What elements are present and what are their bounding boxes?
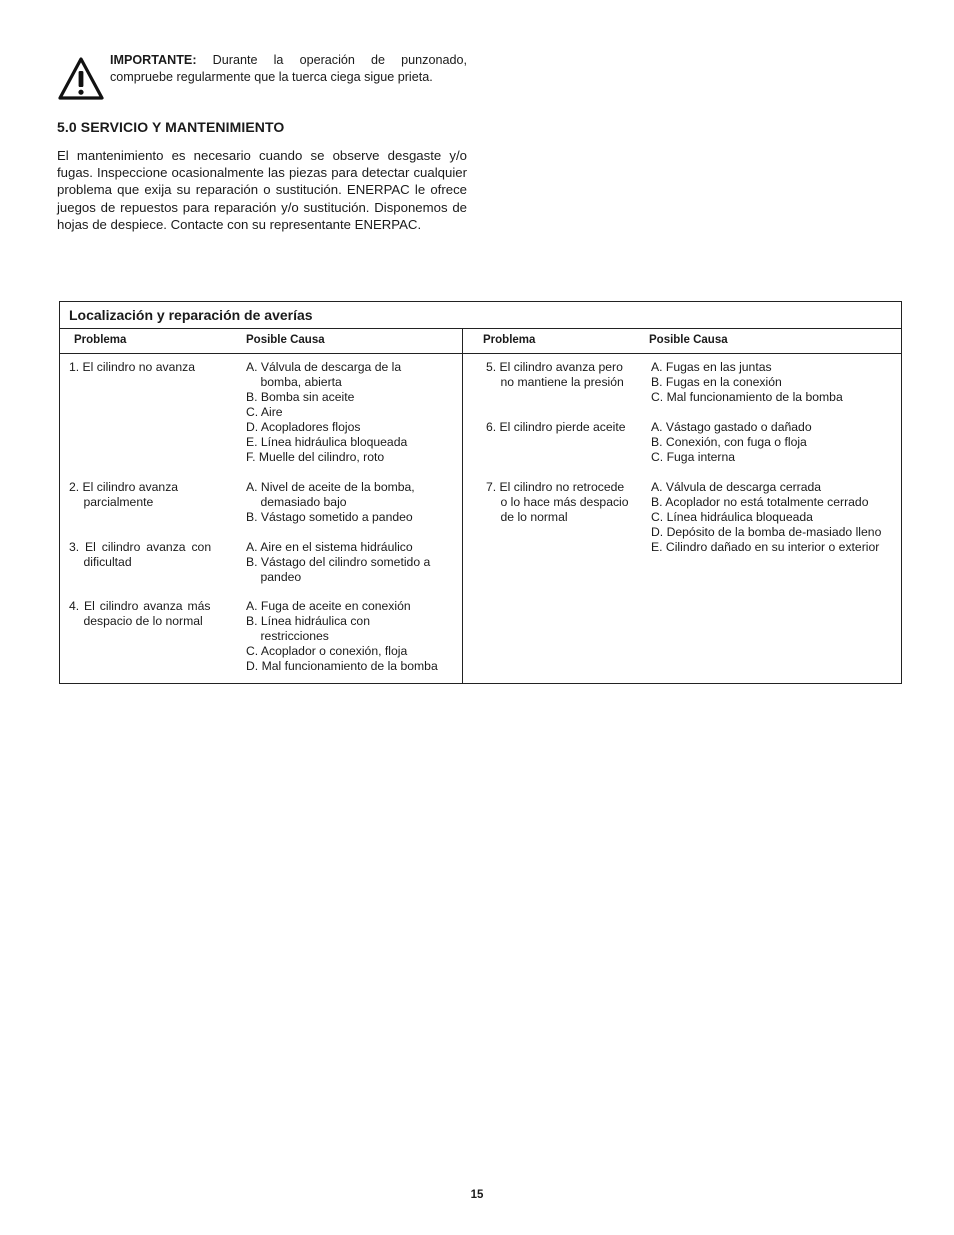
cause-line: D. Depósito de la bomba de-masiado lleno: [651, 525, 882, 539]
title-divider: [60, 328, 901, 329]
cause-line: B. Línea hidráulica con: [246, 614, 370, 628]
problem-7: [486, 480, 636, 525]
section-body-line-6: Contacte con su representante ENERPAC.: [170, 216, 422, 232]
header-cause-right: Posible Causa: [649, 334, 728, 346]
header-problem-right: Problema: [483, 334, 536, 346]
problem-5-line: 5. El cilindro avanza pero: [486, 360, 623, 374]
cause-line: B. Vástago sometido a pandeo: [246, 510, 413, 524]
causes-4: [246, 599, 456, 674]
section-body-line-3: detectar cualquier problema que exija su reparación o: [57, 165, 467, 198]
cause-line: A. Válvula de descarga de la: [246, 360, 402, 374]
cause-line: A. Nivel de aceite de la bomba,: [246, 480, 415, 494]
cause-line: B. Vástago del cilindro sometido a: [246, 555, 431, 569]
problem-2: [69, 480, 229, 510]
warning-line-1: Durante la operación de punzonado,: [212, 53, 467, 67]
cause-line: B. Acoplador no está totalmente cerrado: [651, 495, 869, 509]
causes-2: [246, 480, 456, 525]
troubleshooting-title: Localización y reparación de averías: [69, 307, 313, 323]
problem-4-line: 4. El cilindro avanza más: [69, 599, 211, 613]
page-number: 15: [470, 1189, 484, 1201]
causes-3: [246, 540, 456, 585]
problem-5: [486, 360, 636, 390]
troubleshooting-table: [59, 301, 902, 684]
section-body-line-1: El mantenimiento es necesario cuando se observe desgaste: [57, 148, 442, 163]
cause-line: B. Conexión, con fuga o floja: [651, 435, 807, 449]
cause-line: C. Acoplador o conexión, floja: [246, 644, 408, 658]
section-body: [57, 147, 467, 233]
problem-6-line: 6. El cilindro pierde aceite: [486, 420, 626, 434]
problem-7-line: de lo normal: [500, 510, 568, 524]
cause-line: A. Válvula de descarga cerrada: [651, 480, 822, 494]
warning-text: [110, 52, 467, 86]
problem-3-line: dificultad: [83, 555, 132, 569]
cause-line: E. Cilindro dañado en su interior o exterior: [651, 540, 880, 554]
problem-7-line: 7. El cilindro no retrocede: [486, 480, 625, 494]
column-divider: [462, 329, 463, 683]
causes-6: [651, 420, 899, 465]
section-body-line-4: sustitución. ENERPAC le ofrece juegos de repuestos para: [57, 182, 467, 215]
causes-1: [246, 360, 456, 465]
cause-line: bomba, abierta: [260, 375, 342, 389]
problem-6: [486, 420, 636, 435]
important-warning: [57, 52, 469, 106]
cause-line: C. Línea hidráulica bloqueada: [651, 510, 813, 524]
problem-4-line: despacio de lo normal: [83, 614, 203, 628]
cause-line: F. Muelle del cilindro, roto: [246, 450, 385, 464]
cause-line: pandeo: [260, 570, 302, 584]
cause-line: A. Aire en el sistema hidráulico: [246, 540, 413, 554]
problem-1: [69, 360, 229, 375]
cause-line: C. Aire: [246, 405, 283, 419]
cause-line: A. Fuga de aceite en conexión: [246, 599, 411, 613]
section-title: 5.0 SERVICIO Y MANTENIMIENTO: [57, 119, 285, 135]
cause-line: C. Fuga interna: [651, 450, 736, 464]
warning-label: IMPORTANTE:: [110, 53, 197, 67]
problem-5-line: no mantiene la presión: [500, 375, 624, 389]
cause-line: B. Fugas en la conexión: [651, 375, 782, 389]
warning-triangle-icon: [57, 56, 105, 102]
header-problem-left: Problema: [74, 334, 127, 346]
cause-line: A. Vástago gastado o dañado: [651, 420, 812, 434]
problem-1-line: 1. El cilindro no avanza: [69, 360, 196, 374]
causes-5: [651, 360, 899, 405]
problem-3: [69, 540, 229, 570]
header-cause-left: Posible Causa: [246, 334, 325, 346]
section-body-line-5: reparación y/o sustitución. Disponemos de hojas de despiece.: [57, 199, 467, 232]
problem-4: [69, 599, 229, 629]
section-body-line-2: y/o fugas. Inspeccione ocasionalmente las piezas para: [57, 148, 467, 181]
cause-line: B. Bomba sin aceite: [246, 390, 355, 404]
problem-7-line: o lo hace más despacio: [500, 495, 629, 509]
cause-line: D. Mal funcionamiento de la bomba: [246, 659, 438, 673]
problem-2-line: 2. El cilindro avanza: [69, 480, 179, 494]
causes-7: [651, 480, 899, 555]
cause-line: C. Mal funcionamiento de la bomba: [651, 390, 843, 404]
cause-line: restricciones: [260, 629, 329, 643]
cause-line: E. Línea hidráulica bloqueada: [246, 435, 408, 449]
header-divider: [60, 353, 901, 354]
cause-line: A. Fugas en las juntas: [651, 360, 772, 374]
warning-line-2: compruebe regularmente que la tuerca ciega sigue: [110, 70, 395, 84]
warning-line-3: prieta.: [397, 70, 433, 84]
problem-2-line: parcialmente: [83, 495, 154, 509]
cause-line: demasiado bajo: [260, 495, 347, 509]
cause-line: D. Acopladores flojos: [246, 420, 361, 434]
problem-3-line: 3. El cilindro avanza con: [69, 540, 212, 554]
